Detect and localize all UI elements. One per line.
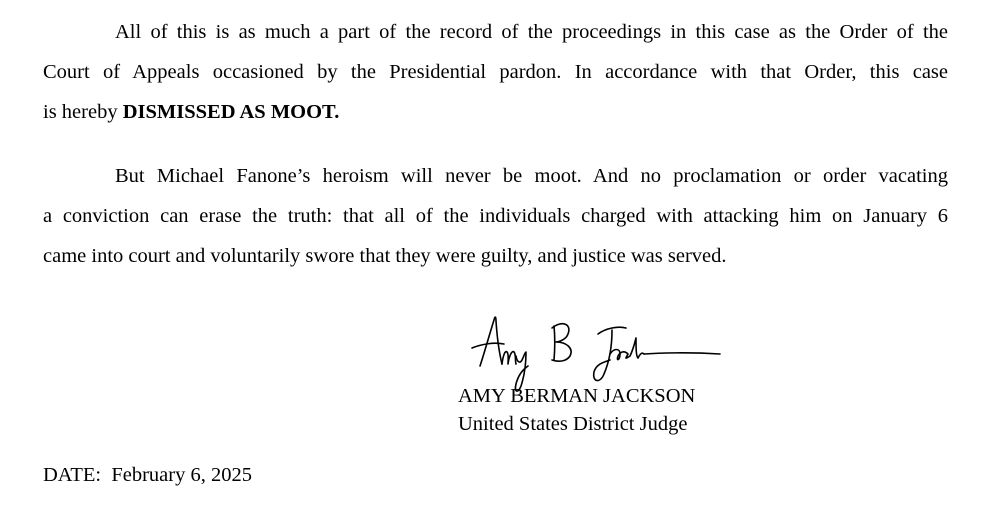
date-label: DATE: xyxy=(43,464,102,486)
paragraph-1-line-1: All of this is as much a part of the record of the proceedings in this case as the Order of the xyxy=(115,21,948,43)
paragraph-2-line-1: But Michael Fanone’s heroism will never be moot. And no proclamation or order vacating xyxy=(115,165,948,187)
judge-name: AMY BERMAN JACKSON xyxy=(458,385,696,407)
paragraph-heroism xyxy=(43,156,948,276)
paragraph-1-line-3 xyxy=(43,92,948,132)
judge-title: United States District Judge xyxy=(458,413,688,435)
paragraph-1-line-2: Court of Appeals occasioned by the Presidential pardon. In accordance with that Order, this case xyxy=(43,61,948,83)
paragraph-2-line-3: came into court and voluntarily swore that they were guilty, and justice was served. xyxy=(43,245,727,267)
date-value: February 6, 2025 xyxy=(111,464,252,486)
date-line xyxy=(43,462,252,488)
paragraph-dismissal xyxy=(43,12,948,132)
paragraph-1-line-3-text: is hereby xyxy=(43,101,123,123)
signature-block xyxy=(458,304,758,444)
dismissed-as-moot-text: DISMISSED AS MOOT. xyxy=(122,101,340,123)
paragraph-2-line-2: a conviction can erase the truth: that all of the individuals charged with attacking him on January 6 xyxy=(43,205,948,227)
